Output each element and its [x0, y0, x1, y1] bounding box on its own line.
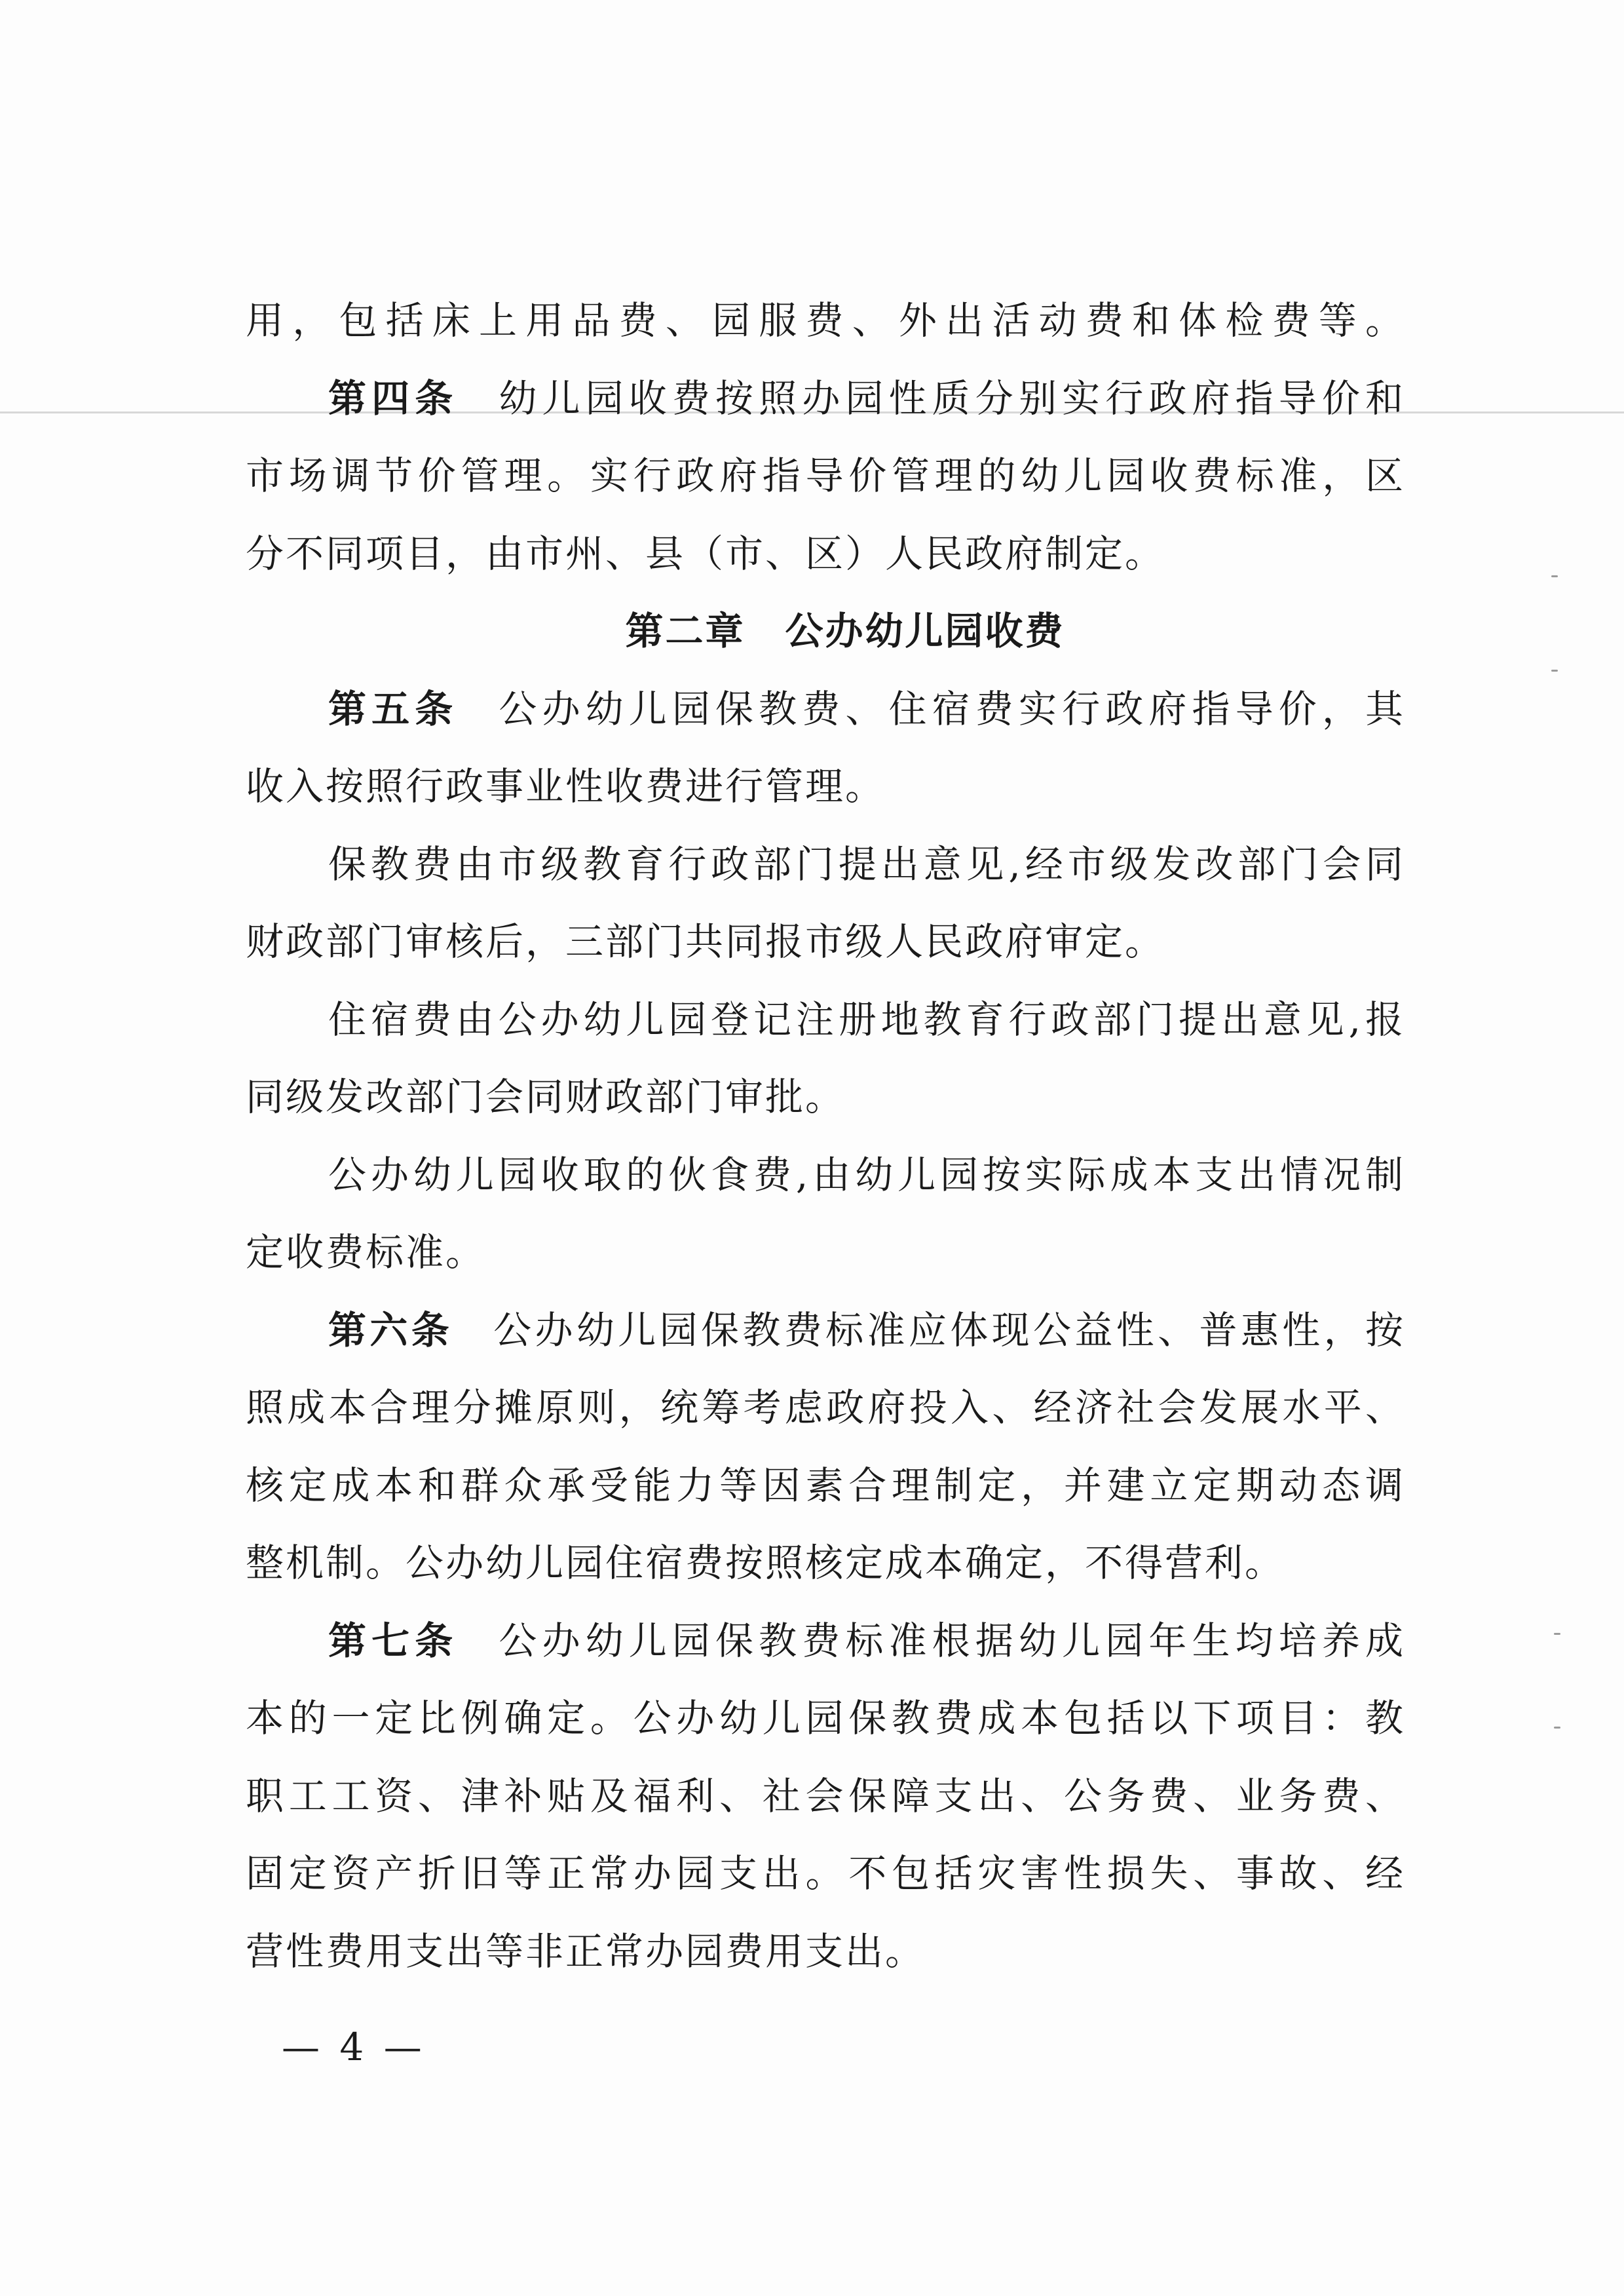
line-text: 固定资产折旧等正常办园支出。不包括灾害性损失、事故、经	[246, 1851, 1405, 1896]
line-text: 公办幼儿园收取的伙食费,由幼儿园按实际成本支出情况制	[328, 1152, 1405, 1197]
text-line	[246, 1679, 1405, 1757]
scan-speck	[1551, 575, 1558, 577]
text-line	[246, 1757, 1405, 1835]
line-text: 分不同项目，由市州、县（市、区）人民政府制定。	[246, 531, 1165, 576]
line-text: 核定成本和群众承受能力等因素合理制定，并建立定期动态调	[246, 1463, 1405, 1508]
document-body	[246, 282, 1405, 1990]
text-line	[246, 826, 1405, 904]
text-line	[246, 1214, 1405, 1292]
line-text: 公办幼儿园保教费标准根据幼儿园年生均培养成	[499, 1618, 1405, 1663]
line-text: 照成本合理分摊原则，统筹考虑政府投入、经济社会发展水平、	[246, 1385, 1405, 1430]
line-text: 整机制。公办幼儿园住宿费按照核定成本确定，不得营利。	[246, 1540, 1285, 1585]
article-heading: 第五条	[328, 686, 459, 731]
article-heading: 第六条	[328, 1307, 453, 1352]
text-line	[246, 515, 1405, 593]
article-heading: 第七条	[328, 1618, 459, 1663]
line-text: 收入按照行政事业性收费进行管理。	[246, 764, 886, 809]
line-text: 同级发改部门会同财政部门审批。	[246, 1075, 846, 1119]
text-line	[246, 903, 1405, 981]
line-text: 本的一定比例确定。公办幼儿园保教费成本包括以下项目：教	[246, 1696, 1405, 1740]
text-line	[246, 1835, 1405, 1913]
line-text: 职工工资、津补贴及福利、社会保障支出、公务费、业务费、	[246, 1773, 1405, 1818]
article-line	[246, 1602, 1405, 1680]
line-text: 用，包括床上用品费、园服费、外出活动费和体检费等。	[246, 298, 1405, 343]
line-text: 公办幼儿园保教费标准应体现公益性、普惠性，按	[493, 1307, 1405, 1352]
line-text: 财政部门审核后，三部门共同报市级人民政府审定。	[246, 919, 1165, 964]
article-line	[246, 360, 1405, 438]
text-line	[246, 1913, 1405, 1991]
line-text: 公办幼儿园保教费、住宿费实行政府指导价，其	[499, 686, 1405, 731]
text-line	[246, 981, 1405, 1059]
scan-speck	[1551, 670, 1558, 672]
text-line	[246, 282, 1405, 360]
scan-speck	[1554, 1727, 1560, 1729]
scan-speck	[1554, 1633, 1560, 1635]
text-line	[246, 1524, 1405, 1602]
article-line	[246, 670, 1405, 748]
line-text: 营性费用支出等非正常办园费用支出。	[246, 1928, 926, 1974]
article-line	[246, 1292, 1405, 1369]
page-number: — 4 —	[282, 2025, 426, 2069]
line-text: 住宿费由公办幼儿园登记注册地教育行政部门提出意见,报	[328, 997, 1405, 1042]
line-text: 保教费由市级教育行政部门提出意见,经市级发改部门会同	[328, 841, 1405, 887]
line-text: 市场调节价管理。实行政府指导价管理的幼儿园收费标准，区	[246, 453, 1405, 498]
text-line	[246, 1369, 1405, 1447]
text-line	[246, 1447, 1405, 1525]
line-text: 幼儿园收费按照办园性质分别实行政府指导价和	[499, 375, 1405, 421]
line-text: 定收费标准。	[246, 1230, 486, 1274]
text-line	[246, 1136, 1405, 1214]
text-line	[246, 748, 1405, 826]
chapter-title: 第二章 公办幼儿园收费	[625, 609, 1065, 653]
article-heading: 第四条	[328, 375, 459, 421]
text-line	[246, 437, 1405, 515]
text-line	[246, 1058, 1405, 1136]
